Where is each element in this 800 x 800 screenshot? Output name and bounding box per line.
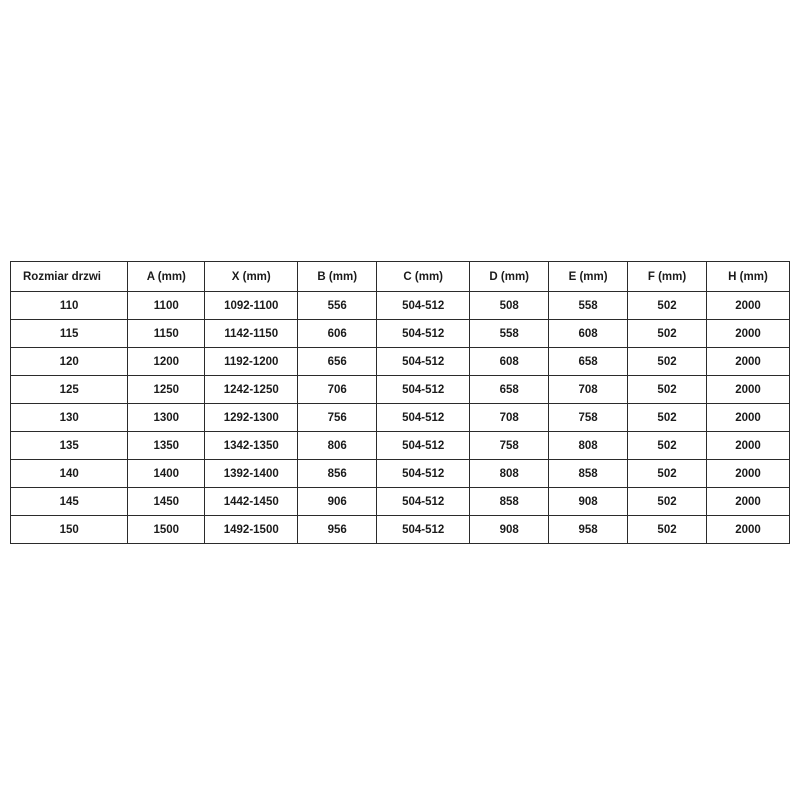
cell-x: 1292-1300 (205, 404, 298, 432)
cell-c: 504-512 (377, 404, 470, 432)
cell-x: 1092-1100 (205, 292, 298, 320)
cell-e: 908 (549, 488, 628, 516)
table-row (11, 404, 790, 432)
cell-h: 2000 (706, 488, 789, 516)
column-header-x: X (mm) (205, 262, 298, 292)
cell-b: 906 (298, 488, 377, 516)
cell-c: 504-512 (377, 488, 470, 516)
cell-e: 758 (549, 404, 628, 432)
cell-f: 502 (628, 292, 707, 320)
cell-e: 708 (549, 376, 628, 404)
cell-door-size: 130 (11, 404, 128, 432)
cell-b: 556 (298, 292, 377, 320)
cell-f: 502 (628, 376, 707, 404)
column-header-b: B (mm) (298, 262, 377, 292)
column-header-e: E (mm) (549, 262, 628, 292)
cell-x: 1392-1400 (205, 460, 298, 488)
table-row (11, 460, 790, 488)
door-size-spec-table (10, 261, 790, 544)
cell-a: 1150 (128, 320, 205, 348)
table-row (11, 516, 790, 544)
column-header-h: H (mm) (706, 262, 789, 292)
table-header (11, 262, 790, 292)
column-header-a: A (mm) (128, 262, 205, 292)
column-header-f: F (mm) (628, 262, 707, 292)
cell-h: 2000 (706, 516, 789, 544)
cell-x: 1142-1150 (205, 320, 298, 348)
cell-b: 606 (298, 320, 377, 348)
cell-x: 1492-1500 (205, 516, 298, 544)
cell-b: 956 (298, 516, 377, 544)
cell-c: 504-512 (377, 292, 470, 320)
cell-c: 504-512 (377, 376, 470, 404)
cell-d: 558 (470, 320, 549, 348)
cell-x: 1342-1350 (205, 432, 298, 460)
cell-h: 2000 (706, 460, 789, 488)
cell-x: 1192-1200 (205, 348, 298, 376)
cell-e: 808 (549, 432, 628, 460)
cell-f: 502 (628, 348, 707, 376)
table-row (11, 292, 790, 320)
cell-c: 504-512 (377, 432, 470, 460)
cell-h: 2000 (706, 376, 789, 404)
cell-e: 558 (549, 292, 628, 320)
cell-c: 504-512 (377, 320, 470, 348)
cell-door-size: 150 (11, 516, 128, 544)
cell-b: 856 (298, 460, 377, 488)
cell-c: 504-512 (377, 348, 470, 376)
cell-e: 958 (549, 516, 628, 544)
cell-f: 502 (628, 404, 707, 432)
cell-door-size: 120 (11, 348, 128, 376)
cell-c: 504-512 (377, 460, 470, 488)
cell-door-size: 110 (11, 292, 128, 320)
cell-e: 608 (549, 320, 628, 348)
cell-door-size: 145 (11, 488, 128, 516)
cell-a: 1450 (128, 488, 205, 516)
table-row (11, 320, 790, 348)
cell-x: 1442-1450 (205, 488, 298, 516)
cell-h: 2000 (706, 404, 789, 432)
cell-a: 1200 (128, 348, 205, 376)
column-header-c: C (mm) (377, 262, 470, 292)
cell-a: 1350 (128, 432, 205, 460)
cell-h: 2000 (706, 432, 789, 460)
cell-d: 908 (470, 516, 549, 544)
cell-c: 504-512 (377, 516, 470, 544)
cell-h: 2000 (706, 292, 789, 320)
cell-h: 2000 (706, 320, 789, 348)
table-row (11, 348, 790, 376)
cell-door-size: 135 (11, 432, 128, 460)
table-header-row (11, 262, 790, 292)
cell-d: 758 (470, 432, 549, 460)
cell-d: 608 (470, 348, 549, 376)
column-header-d: D (mm) (470, 262, 549, 292)
table-row (11, 488, 790, 516)
table-body (11, 292, 790, 544)
cell-door-size: 115 (11, 320, 128, 348)
cell-door-size: 140 (11, 460, 128, 488)
cell-f: 502 (628, 432, 707, 460)
cell-d: 508 (470, 292, 549, 320)
table-row (11, 376, 790, 404)
spec-table-container (10, 261, 790, 544)
cell-h: 2000 (706, 348, 789, 376)
cell-d: 658 (470, 376, 549, 404)
cell-f: 502 (628, 488, 707, 516)
cell-b: 756 (298, 404, 377, 432)
cell-a: 1250 (128, 376, 205, 404)
cell-e: 858 (549, 460, 628, 488)
cell-d: 858 (470, 488, 549, 516)
table-row (11, 432, 790, 460)
cell-b: 806 (298, 432, 377, 460)
cell-a: 1300 (128, 404, 205, 432)
cell-x: 1242-1250 (205, 376, 298, 404)
cell-a: 1500 (128, 516, 205, 544)
cell-d: 808 (470, 460, 549, 488)
cell-b: 706 (298, 376, 377, 404)
cell-f: 502 (628, 516, 707, 544)
cell-d: 708 (470, 404, 549, 432)
cell-door-size: 125 (11, 376, 128, 404)
cell-b: 656 (298, 348, 377, 376)
column-header-door-size: Rozmiar drzwi (11, 262, 128, 292)
cell-f: 502 (628, 320, 707, 348)
cell-a: 1400 (128, 460, 205, 488)
cell-a: 1100 (128, 292, 205, 320)
cell-e: 658 (549, 348, 628, 376)
cell-f: 502 (628, 460, 707, 488)
